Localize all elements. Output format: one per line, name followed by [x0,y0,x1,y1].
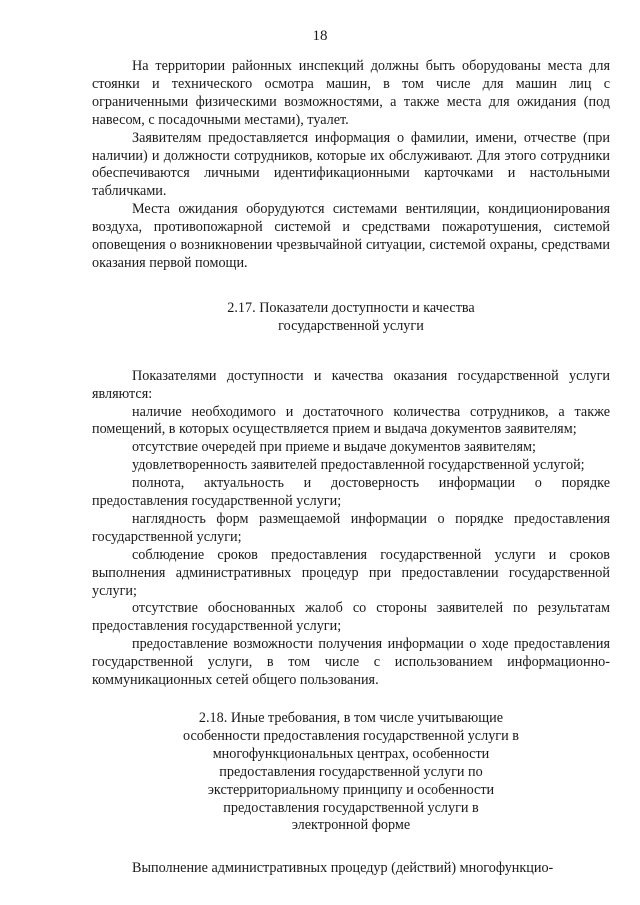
heading-line: предоставления государственной услуги по [219,763,483,780]
heading-line: 2.18. Иные требования, в том числе учитывающие [198,710,504,726]
heading-line: особенности предоставления государственной услуги в [183,727,519,744]
list-item: полнота, актуальность и достоверность информации о порядке предоставления государственной услуги; [92,475,610,510]
paragraph: Места ожидания оборудуются системами вентиляции, кондиционирования воздуха, противопожарной системой и средствами пожаротушения, системой оповещения о возникновении чрезвычайной ситуации, системой охраны, средствами оказания первой помощи. [92,201,610,271]
paragraph: Заявителям предоставляется информация о фамилии, имени, отчестве (при наличии) и должности сотрудников, которые их обслуживают. Для этого сотрудники обеспечиваются личными идентификационными карточками и настольными табличками. [92,129,610,200]
document-body [92,58,610,878]
list-item: предоставление возможности получения информации о ходе предоставления государственной услуги, в том числе с использованием информационно-коммуникационных сетей общего пользования. [92,636,610,689]
paragraph: Показателями доступности и качества оказания государственной услуги являются: [92,367,610,402]
heading-line: предоставления государственной услуги в [223,799,479,816]
list-item: удовлетворенность заявителей предоставленной государственной услугой; [132,457,585,474]
heading-line: многофункциональных центрах, особенности [212,745,490,762]
section-heading-2-17 [92,300,610,336]
list-item: соблюдение сроков предоставления государственной услуги и сроков выполнения административных процедур при предоставлении государственной услуги; [92,546,610,599]
list-item: наличие необходимого и достаточного количества сотрудников, а также помещений, в которых осуществляется прием и выдача документов заявителям; [92,403,610,438]
list-item: отсутствие обоснованных жалоб со стороны заявителей по результатам предоставления государственной услуги; [92,600,610,635]
heading-line: государственной услуги [278,317,424,334]
paragraph: На территории районных инспекций должны быть оборудованы места для стоянки и технического осмотра машин, в том числе для машин лиц с ограниченными физическими возможностями, а также места для ожидания (под навесом, с посадочными местами), туалет. [92,58,610,128]
heading-line: экстерриториальному принципу и особенности [207,781,495,798]
section-heading-2-18 [92,710,610,835]
heading-line: электронной форме [291,817,411,834]
list-item: отсутствие очередей при приеме и выдаче документов заявителям; [132,439,536,456]
paragraph: Выполнение административных процедур (действий) многофункцио- [132,860,554,877]
heading-line: 2.17. Показатели доступности и качества [227,299,475,316]
list-item: наглядность форм размещаемой информации о порядке предоставления государственной услуги; [92,510,610,545]
page-number: 18 [312,28,328,44]
